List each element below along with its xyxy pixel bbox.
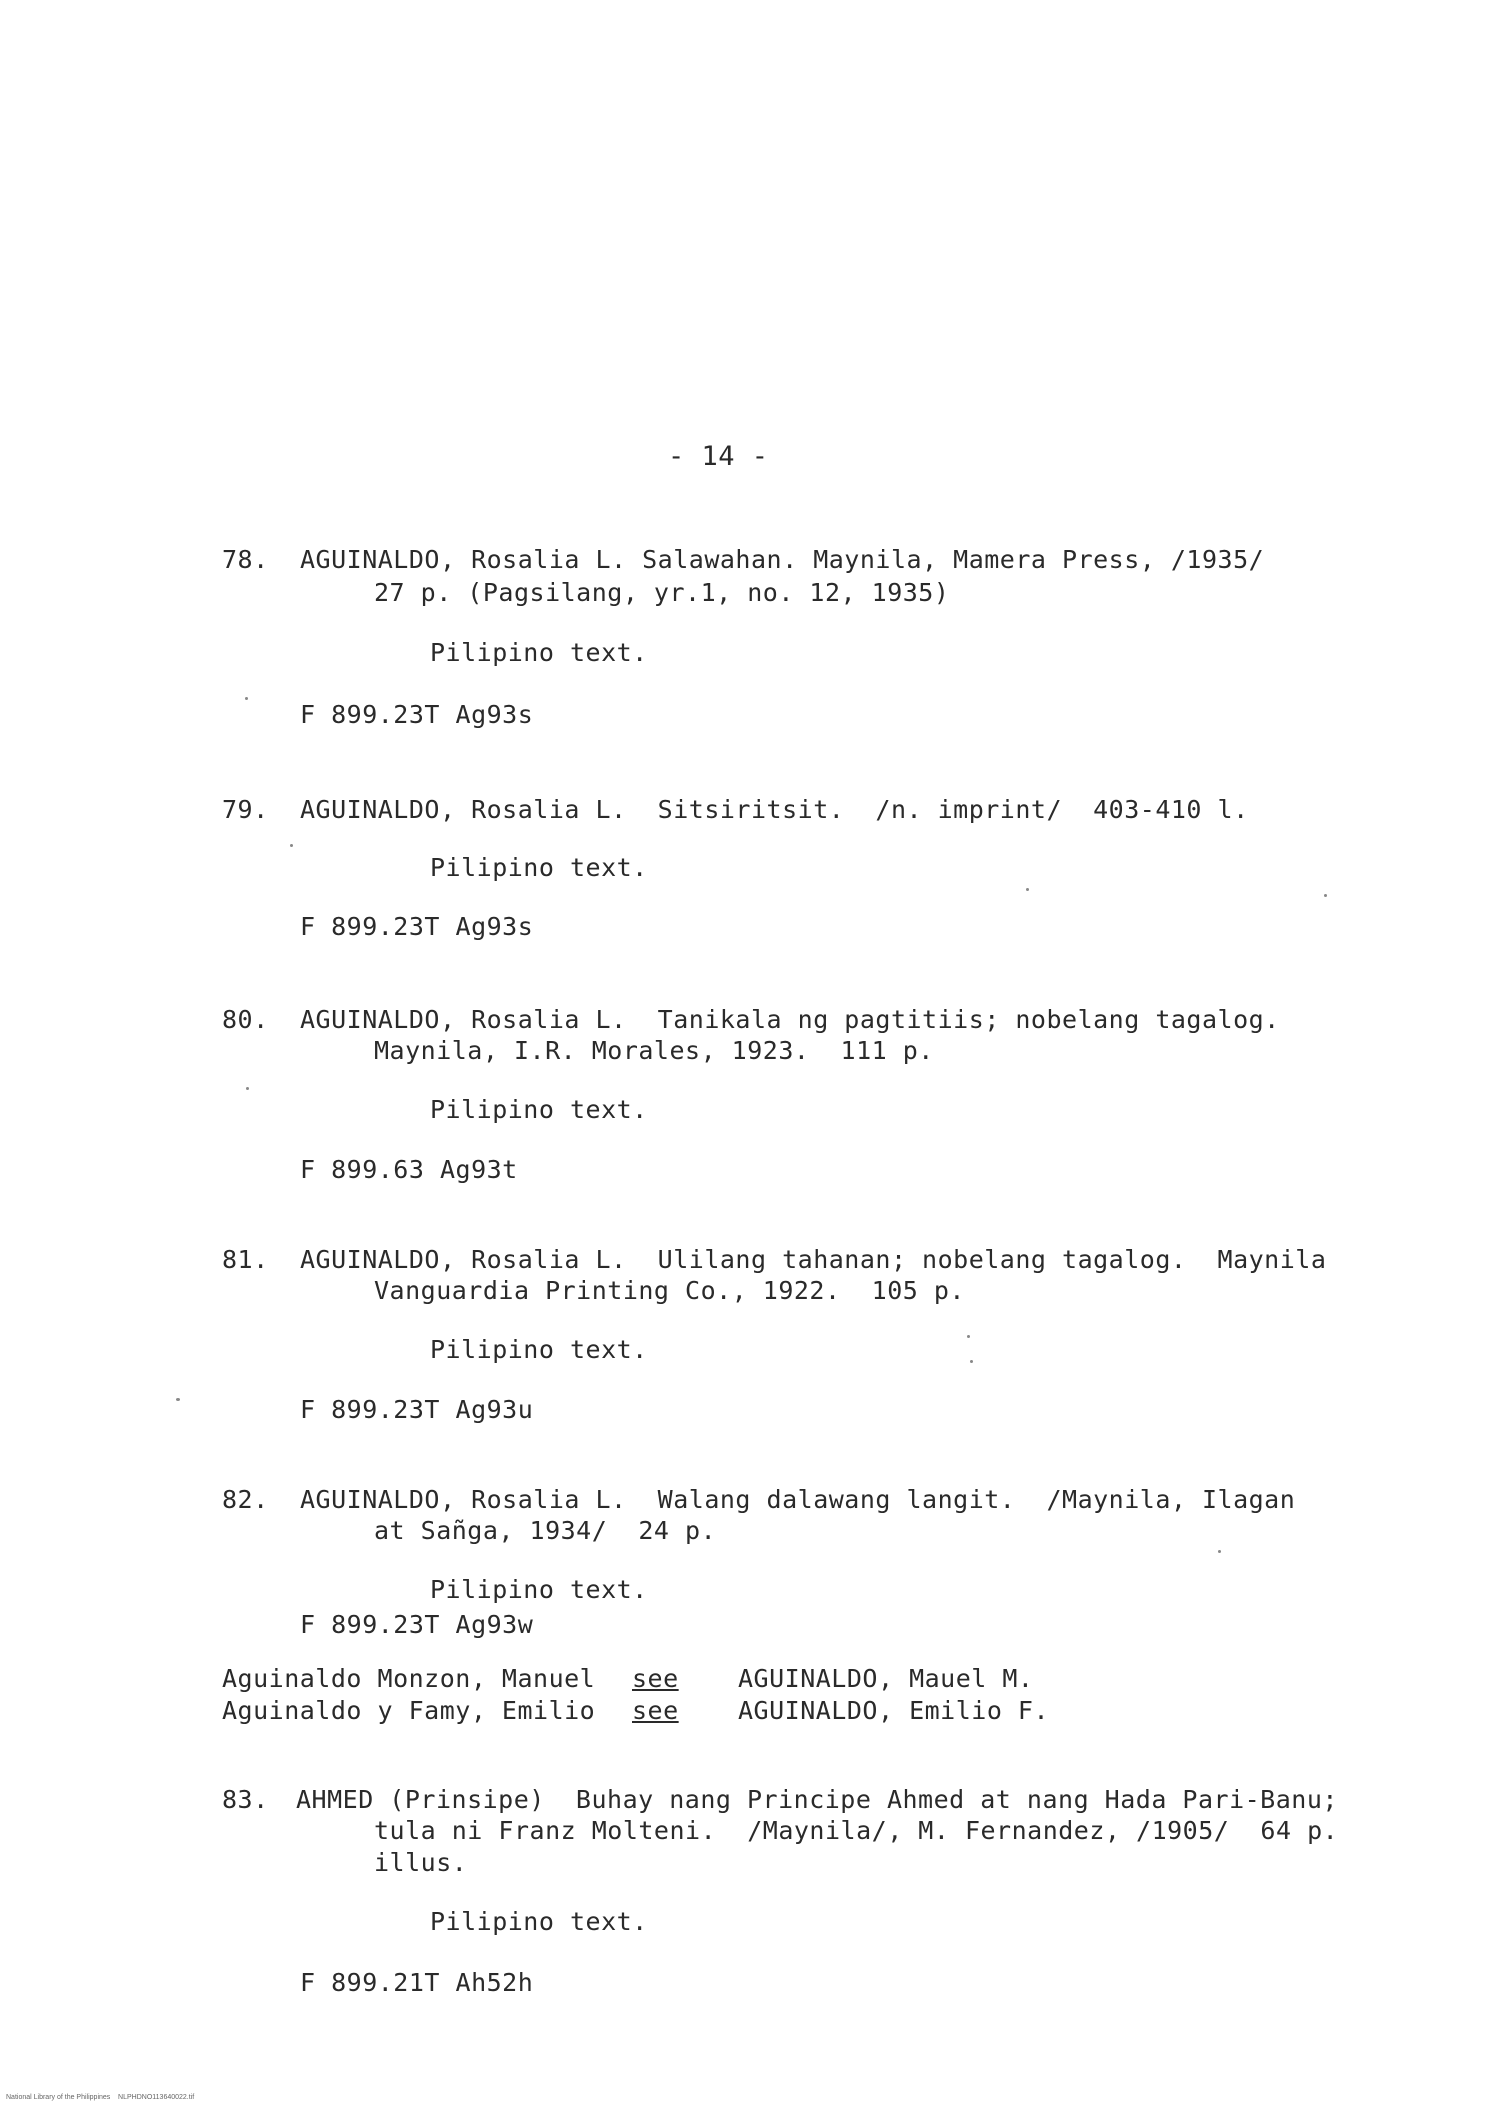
cross-ref-target: AGUINALDO, Mauel M. — [738, 1664, 1034, 1693]
entry-continuation: Maynila, I.R. Morales, 1923. 111 p. — [374, 1036, 934, 1065]
entry-number: 83. — [222, 1785, 269, 1814]
entry-number: 82. — [222, 1485, 269, 1514]
scan-speck — [1218, 1550, 1221, 1553]
cross-ref-name: Aguinaldo Monzon, Manuel — [222, 1664, 596, 1693]
entry-note: Pilipino text. — [430, 638, 648, 667]
scan-speck — [970, 1360, 973, 1363]
entry-number: 78. — [222, 545, 269, 574]
entry-heading: AGUINALDO, Rosalia L. Sitsiritsit. /n. imprint/ 403-410 l. — [300, 795, 1249, 824]
entry-note: Pilipino text. — [430, 1095, 648, 1124]
scan-speck — [246, 1087, 249, 1090]
entry-heading: AGUINALDO, Rosalia L. Walang dalawang langit. /Maynila, Ilagan — [300, 1485, 1296, 1514]
entry-heading: AGUINALDO, Rosalia L. Ulilang tahanan; nobelang tagalog. Maynila — [300, 1245, 1327, 1274]
entry-continuation: at Sañga, 1934/ 24 p. — [374, 1516, 717, 1545]
scan-speck — [1324, 894, 1327, 897]
call-number: F 899.23T Ag93w — [300, 1610, 534, 1639]
entry-number: 79. — [222, 795, 269, 824]
entry-heading: AGUINALDO, Rosalia L. Salawahan. Maynila, Mamera Press, /1935/ — [300, 545, 1265, 574]
entry-continuation: Vanguardia Printing Co., 1922. 105 p. — [374, 1276, 965, 1305]
entry-heading: AGUINALDO, Rosalia L. Tanikala ng pagtitiis; nobelang tagalog. — [300, 1005, 1280, 1034]
entry-number: 80. — [222, 1005, 269, 1034]
entry-note: Pilipino text. — [430, 1575, 648, 1604]
cross-ref-name: Aguinaldo y Famy, Emilio — [222, 1696, 596, 1725]
scan-speck — [290, 844, 293, 847]
entry-heading: AHMED (Prinsipe) Buhay nang Principe Ahmed at nang Hada Pari-Banu; — [296, 1785, 1338, 1814]
scan-footer: National Library of the Philippines NLPHDNO113640022.tif — [6, 2094, 195, 2101]
call-number: F 899.23T Ag93s — [300, 700, 534, 729]
scan-speck — [245, 697, 248, 700]
call-number: F 899.23T Ag93u — [300, 1395, 534, 1424]
entry-number: 81. — [222, 1245, 269, 1274]
call-number: F 899.63 Ag93t — [300, 1155, 518, 1184]
page-number: - 14 - — [668, 441, 769, 472]
cross-ref-target: AGUINALDO, Emilio F. — [738, 1696, 1050, 1725]
scan-speck — [176, 1398, 180, 1401]
call-number: F 899.21T Ah52h — [300, 1968, 534, 1997]
entry-note: Pilipino text. — [430, 853, 648, 882]
cross-ref-see: see — [632, 1664, 679, 1693]
cross-ref-see: see — [632, 1696, 679, 1725]
entry-continuation: illus. — [374, 1848, 468, 1877]
scan-speck — [1026, 888, 1029, 891]
entry-continuation: 27 p. (Pagsilang, yr.1, no. 12, 1935) — [374, 578, 950, 607]
scan-speck — [967, 1335, 970, 1338]
call-number: F 899.23T Ag93s — [300, 912, 534, 941]
entry-note: Pilipino text. — [430, 1907, 648, 1936]
entry-note: Pilipino text. — [430, 1335, 648, 1364]
entry-continuation: tula ni Franz Molteni. /Maynila/, M. Fernandez, /1905/ 64 p. — [374, 1816, 1339, 1845]
